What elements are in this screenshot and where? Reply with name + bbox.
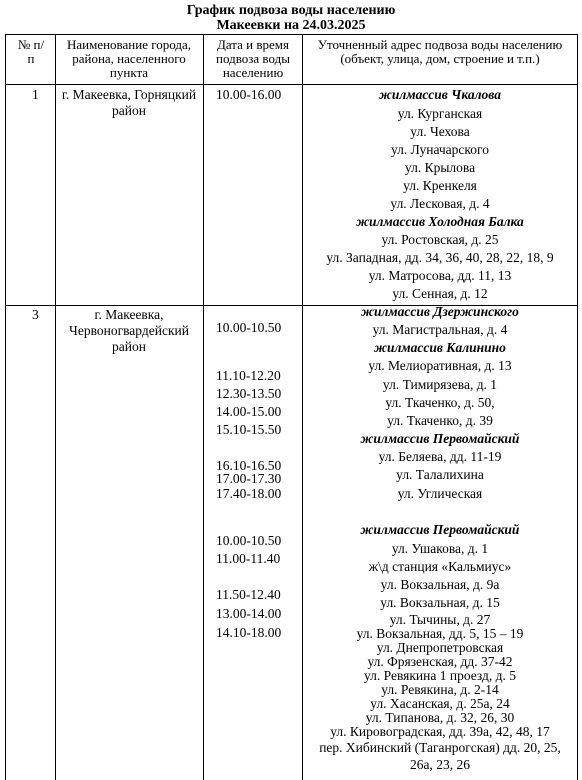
col-line-2 (203, 34, 204, 780)
title-line-1: График подвоза воды населению (186, 3, 396, 18)
row2-address-13: ж\д станция «Кальмиус» (368, 559, 512, 574)
row1-address-1: ул. Курганская (397, 106, 483, 121)
row2-address-17: ул. Вокзальная, дд. 5, 15 – 19 (356, 626, 524, 641)
row2-time-0: 10.00-10.50 (216, 320, 282, 335)
col-line-4 (577, 34, 578, 780)
title-line-2: Макеевки на 24.03.2025 (216, 18, 366, 33)
row1-address-5: ул. Кренкеля (403, 178, 477, 193)
header-address: Уточненный адрес подвоза воды населению (объект, улица, дом, строение и т.п.) (317, 37, 563, 66)
header-time: Дата и время подвоза воды населению (216, 37, 290, 80)
row2-time-7: 17.40-18.00 (216, 486, 282, 501)
row1-address-7: жилмассив Холодная Балка (356, 214, 524, 229)
row1-address-4: ул. Крылова (404, 160, 476, 175)
row2-address-8: ул. Беляева, дд. 11-19 (378, 449, 502, 464)
row2-address-14: ул. Вокзальная, д. 9а (380, 577, 500, 592)
row2-address-25: пер. Хибинский (Таганрогская) дд. 20, 25, (319, 740, 561, 755)
row2-address-2: жилмассив Калинино (374, 340, 506, 355)
row2-time-3: 14.00-15.00 (216, 404, 282, 419)
row1-address-8: ул. Ростовская, д. 25 (381, 232, 499, 247)
row2-num: 3 (32, 307, 39, 322)
row2-time-11: 13.00-14.00 (216, 606, 282, 621)
row2-time-9: 11.00-11.40 (216, 551, 281, 566)
row2-city-line-3: район (112, 339, 146, 354)
row1-address-6: ул. Лесковая, д. 4 (390, 196, 490, 211)
row2-address-12: ул. Ушакова, д. 1 (391, 541, 489, 556)
row2-address-7: жилмассив Первомайский (360, 431, 520, 446)
row1-address-3: ул. Луначарского (391, 142, 489, 157)
row2-address-23: ул. Типанова, д. 32, 26, 30 (365, 710, 515, 725)
row1-num: 1 (32, 87, 39, 102)
row1-city: г. Макеевка, Горняцкий район (61, 87, 197, 118)
row2-time-6: 17.00-17.30 (216, 471, 282, 486)
row1-time: 10.00-16.00 (216, 87, 282, 102)
row2-time-2: 12.30-13.50 (216, 386, 282, 401)
col-line-0 (5, 34, 6, 780)
row2-address-11: жилмассив Первомайский (360, 522, 520, 537)
row2-time-8: 10.00-10.50 (216, 533, 282, 548)
row2-address-10: ул. Углическая (397, 486, 483, 501)
row2-address-19: ул. Фрязенская, дд. 37-42 (367, 654, 513, 669)
row2-address-5: ул. Ткаченко, д. 50, (385, 395, 495, 410)
row2-address-24: ул. Кировоградская, дд. 39а, 42, 48, 17 (330, 724, 550, 739)
row2-address-15: ул. Вокзальная, д. 15 (380, 595, 500, 610)
col-line-1 (55, 34, 56, 780)
row2-address-26: 26а, 23, 26 (410, 757, 470, 772)
row2-time-10: 11.50-12.40 (216, 587, 281, 602)
row1-address-0: жилмассив Чкалова (379, 87, 501, 102)
row2-address-1: ул. Магистральная, д. 4 (372, 322, 508, 337)
row2-time-4: 15.10-15.50 (216, 422, 282, 437)
row1-address-2: ул. Чехова (410, 124, 470, 139)
header-divider (5, 84, 577, 85)
header-city: Наименование города, района, населенного пункта (66, 37, 191, 80)
row2-address-16: ул. Тычины, д. 27 (389, 612, 491, 627)
row2-time-1: 11.10-12.20 (216, 368, 281, 383)
row2-address-0: жилмассив Дзержинского (361, 304, 519, 319)
row2-address-9: ул. Талалихина (396, 467, 484, 482)
row2-address-20: ул. Ревякина 1 проезд, д. 5 (364, 668, 516, 683)
row2-address-21: ул. Ревякина, д. 2-14 (381, 682, 499, 697)
row1-address-11: ул. Сенная, д. 12 (392, 286, 488, 301)
row2-address-22: ул. Хасанская, д. 25а, 24 (370, 696, 510, 711)
row1-address-10: ул. Матросова, дд. 11, 13 (368, 268, 512, 283)
row2-city-line-2: Червоногвардейский (69, 323, 189, 338)
header-num: № п/п (17, 37, 45, 66)
row2-time-5: 16.10-16.50 (216, 458, 282, 473)
row2-address-3: ул. Мелиоративная, д. 13 (368, 358, 512, 373)
row1-address-9: ул. Западная, дд. 34, 36, 40, 28, 22, 18, 9 (326, 250, 554, 265)
row2-address-6: ул. Ткаченко, д. 39 (387, 413, 493, 428)
row2-time-12: 14.10-18.00 (216, 625, 282, 640)
row2-address-4: ул. Тимирязева, д. 1 (382, 377, 498, 392)
row2-address-18: ул. Днепропетровская (376, 640, 504, 655)
table-border-top (5, 34, 577, 35)
row2-city-line-1: г. Макеевка, (94, 307, 164, 322)
